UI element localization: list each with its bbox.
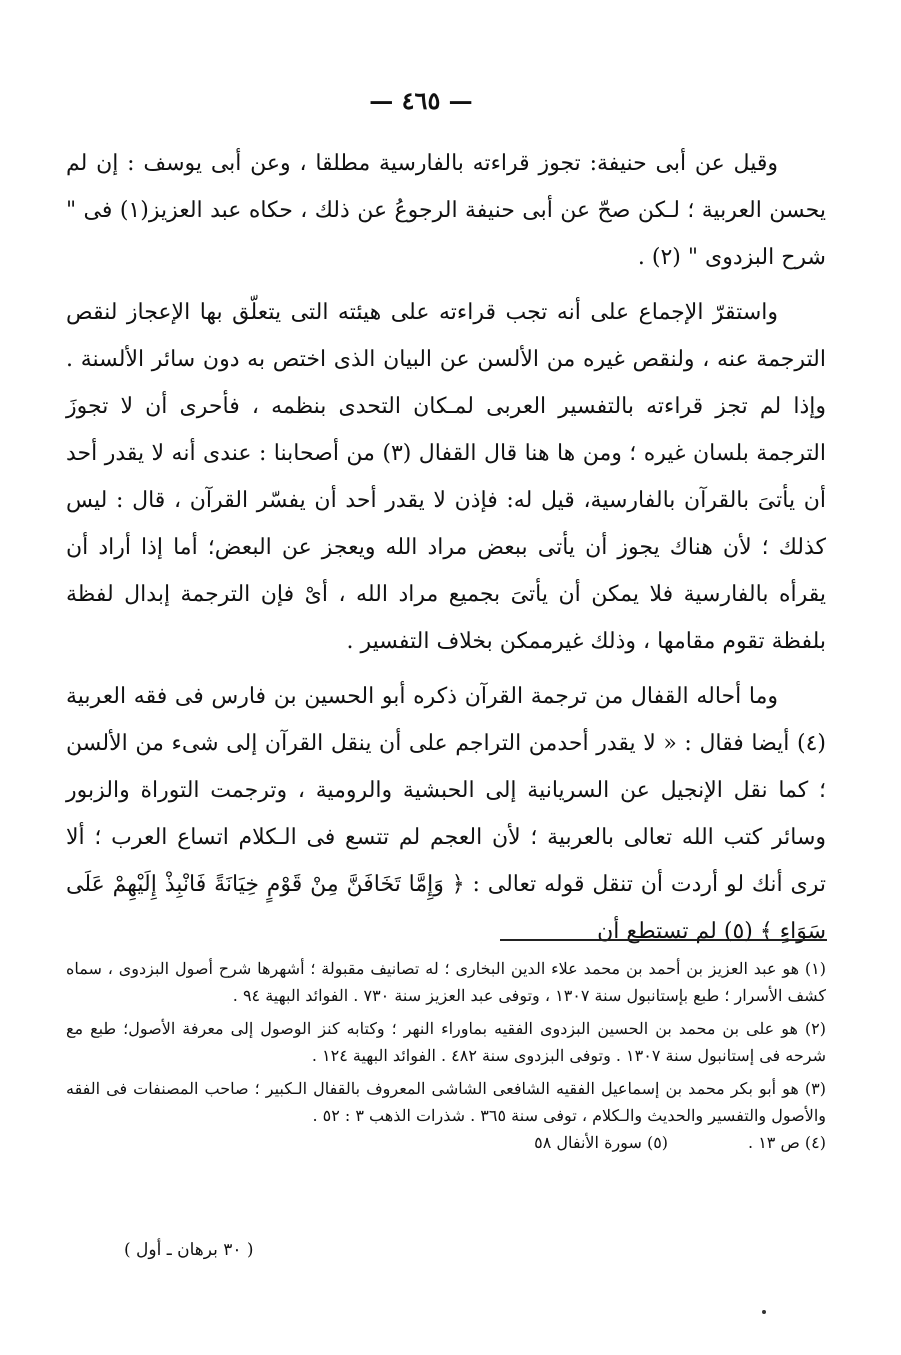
paragraph-3: وما أحاله القفال من ترجمة القرآن ذكره أبو الحسين بن فارس فى فقه العربية (٤) أيضا فقال : « لا يقدر أحدمن التراجم على أن ينقل القرآن إلى شىء من الألسن ؛ كما نقل الإنجيل عن السريانية إلى الحبشية والرومية ، وترجمت التوراة والزبور وسائر كتب الله تعالى بالعربية ؛ لأن العجم لم تتسع فى الـكلام اتساع العرب ؛ ألا ترى أنك لو أردت أن تنقل قوله تعالى : ﴿ وَإِمَّا تَخَافَنَّ مِنْ قَوْمٍ خِيَانَةً فَانْبِذْ إِلَيْهِمْ عَلَى سَوَاءٍ ﴾ (٥) لم تستطع أن <box>66 684 826 944</box>
stray-dot <box>762 1310 766 1314</box>
main-text <box>66 140 826 955</box>
footnote-row <box>66 1129 826 1156</box>
footnote-4: (٤) ص ١٣ . <box>748 1133 826 1152</box>
footnote-divider <box>500 939 827 941</box>
footnotes <box>66 955 826 1156</box>
signature-mark: ( ٣٠ برهان ـ أول ) <box>124 1240 254 1260</box>
footnote-1: (١) هو عبد العزيز بن أحمد بن محمد علاء الدين البخارى ؛ له تصانيف مقبولة ؛ أشهرها شرح أصول البزدوى ، سماه كشف الأسرار ؛ طبع بإستانبول سنة ١٣٠٧ ، وتوفى عبد العزيز سنة ٧٣٠ . الفوائد البهية ٩٤ . <box>66 959 826 1005</box>
page-number: — ٤٦٥ — <box>369 86 473 115</box>
footnote-2: (٢) هو على بن محمد بن الحسين البزدوى الفقيه بماوراء النهر ؛ وكتابه كنز الوصول إلى معرفة الأصول؛ طبع مع شرحه فى إستانبول سنة ١٣٠٧ . وتوفى البزدوى سنة ٤٨٢ . الفوائد البهية ١٢٤ . <box>66 1019 826 1065</box>
footnote-3: (٣) هو أبو بكر محمد بن إسماعيل الفقيه الشافعى الشاشى المعروف بالقفال الـكبير ؛ صاحب المصنفات فى الفقه والأصول والتفسير والحديث والـكلام ، توفى سنة ٣٦٥ . شذرات الذهب ٣ : ٥٢ . <box>66 1079 826 1125</box>
paragraph-2: واستقرّ الإجماع على أنه تجب قراءته على هيئته التى يتعلّق بها الإعجاز لنقص الترجمة عنه ، ولنقص غيره من الألسن عن البيان الذى اختص به دون سائر الألسنة . وإذا لم تجز قراءته بالتفسير العربى لمـكان التحدى بنظمه ، فأحرى أن لا تجوزَ الترجمة بلسان غيره ؛ ومن ها هنا قال القفال (٣) من أصحابنا : عندى أنه لا يقدر أحد أن يأتىَ بالقرآن بالفارسية، قيل له: فإذن لا يقدر أحد أن يفسّر القرآن ، قال : ليس كذلك ؛ لأن هناك يجوز أن يأتى ببعض مراد الله ويعجز عن البعض؛ أما إذا أراد أن يقرأه بالفارسية فلا يمكن أن يأتىَ بجميع مراد الله ، أىْ فإن الترجمة إبدال لفظة بلفظة تقوم مقامها ، وذلك غيرممكن بخلاف التفسير . <box>66 300 826 654</box>
paragraph-1: وقيل عن أبى حنيفة: تجوز قراءته بالفارسية مطلقا ، وعن أبى يوسف : إن لم يحسن العربية ؛ لـكن صحّ عن أبى حنيفة الرجوعُ عن ذلك ، حكاه عبد العزيز(١) فى " شرح البزدوى " (٢) . <box>66 151 826 270</box>
footnote-5: (٥) سورة الأنفال ٥٨ <box>534 1133 669 1152</box>
